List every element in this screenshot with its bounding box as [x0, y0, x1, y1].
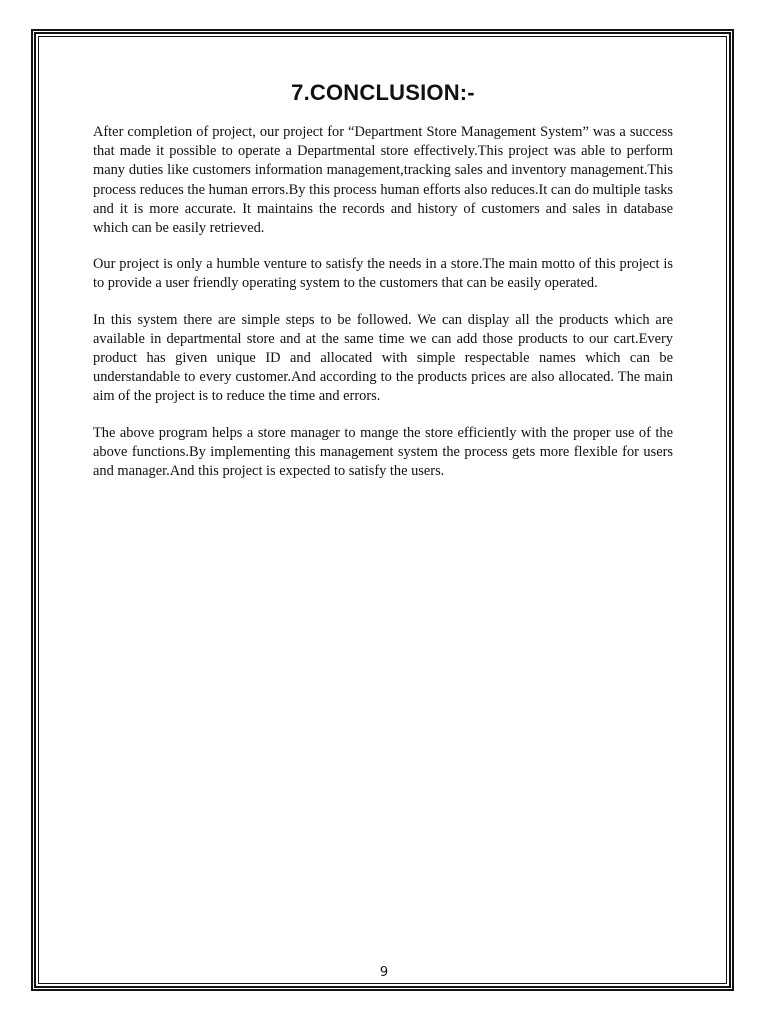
- paragraph-1: After completion of project, our project for “Department Store Management System” was a success that made it possible to operate a Departmental store effectively.This project was able to perform many duties like customers information management,tracking sales and inventory management.This process reduces the human errors.By this process human efforts also reduces.It can do multiple tasks and it is more accurate. It maintains the records and history of customers and sales in database which can be easily retrieved.: [93, 124, 673, 237]
- paragraph-4: The above program helps a store manager to mange the store efficiently with the proper use of the above functions.By implementing this management system the process gets more flexible for users and manager.And this project is expected to satisfy the users.: [93, 424, 673, 480]
- paragraph-2: Our project is only a humble venture to satisfy the needs in a store.The main motto of this project is to provide a user friendly operating system to the customers that can be easily operated.: [93, 256, 673, 292]
- document-body: [93, 80, 673, 498]
- section-title: 7.CONCLUSION:-: [291, 80, 475, 105]
- page-number: 9: [379, 965, 389, 980]
- paragraph-3: In this system there are simple steps to be followed. We can display all the products which are available in departmental store and at the same time we can add those products to our cart.Every product has given unique ID and allocated with simple respectable names which can be understandable to every customer.And according to the products prices are also allocated. The main aim of the project is to reduce the time and errors.: [93, 311, 673, 405]
